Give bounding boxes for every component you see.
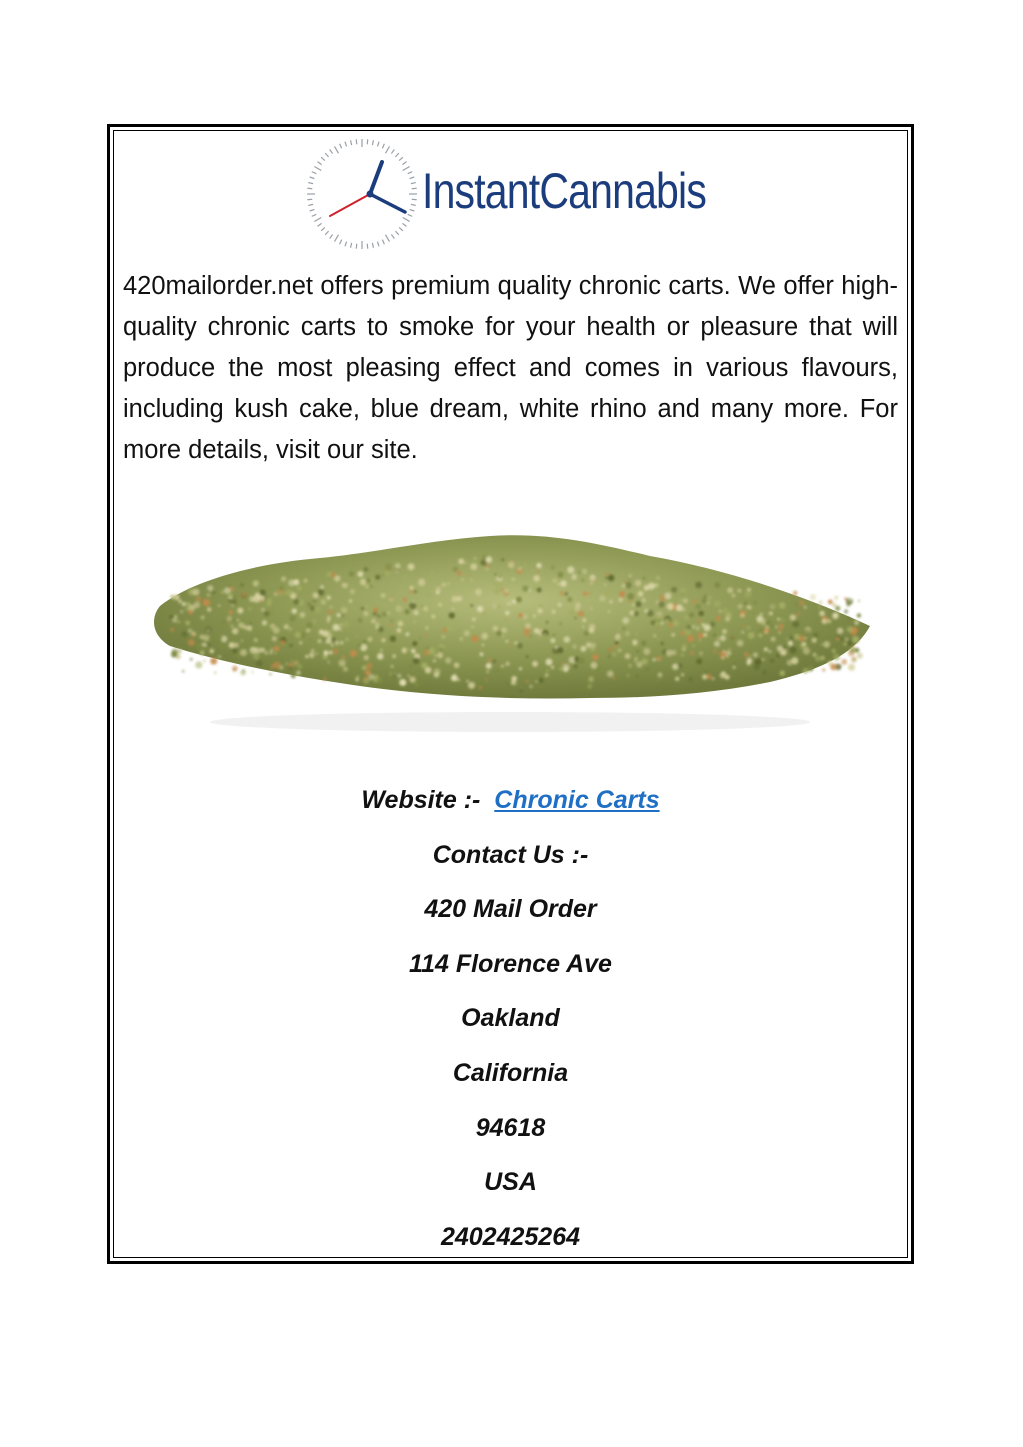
clock-minute-hand xyxy=(370,194,405,212)
brand-name: InstantCannabis xyxy=(422,163,707,219)
phone-number: 2402425264 xyxy=(440,1222,581,1251)
website-row xyxy=(113,778,908,833)
street-address: 114 Florence Ave xyxy=(409,949,612,978)
clock-icon xyxy=(300,136,420,251)
clock-hour-hand xyxy=(370,162,382,194)
website-link[interactable]: Chronic Carts xyxy=(494,786,660,814)
state: California xyxy=(452,1058,569,1087)
cannabis-bud-image xyxy=(130,486,890,762)
city: Oakland xyxy=(461,1004,560,1033)
company-name: 420 Mail Order xyxy=(424,895,597,924)
contact-section xyxy=(113,778,908,1269)
description-paragraph: 420mailorder.net offers premium quality chronic carts. We offer high-quality chronic carts to smoke for your health or pleasure that will produce the most pleasing effect and comes in various flavours, including kush cake, blue dream, white rhino and many more. For more details, visit our site. xyxy=(123,272,898,464)
contact-label: Contact Us :- xyxy=(432,840,589,869)
instantcannabis-logo xyxy=(300,136,740,251)
website-label: Website :- xyxy=(361,786,481,814)
clock-second-hand xyxy=(330,194,370,216)
zip-code: 94618 xyxy=(475,1113,546,1142)
country: USA xyxy=(484,1168,537,1197)
